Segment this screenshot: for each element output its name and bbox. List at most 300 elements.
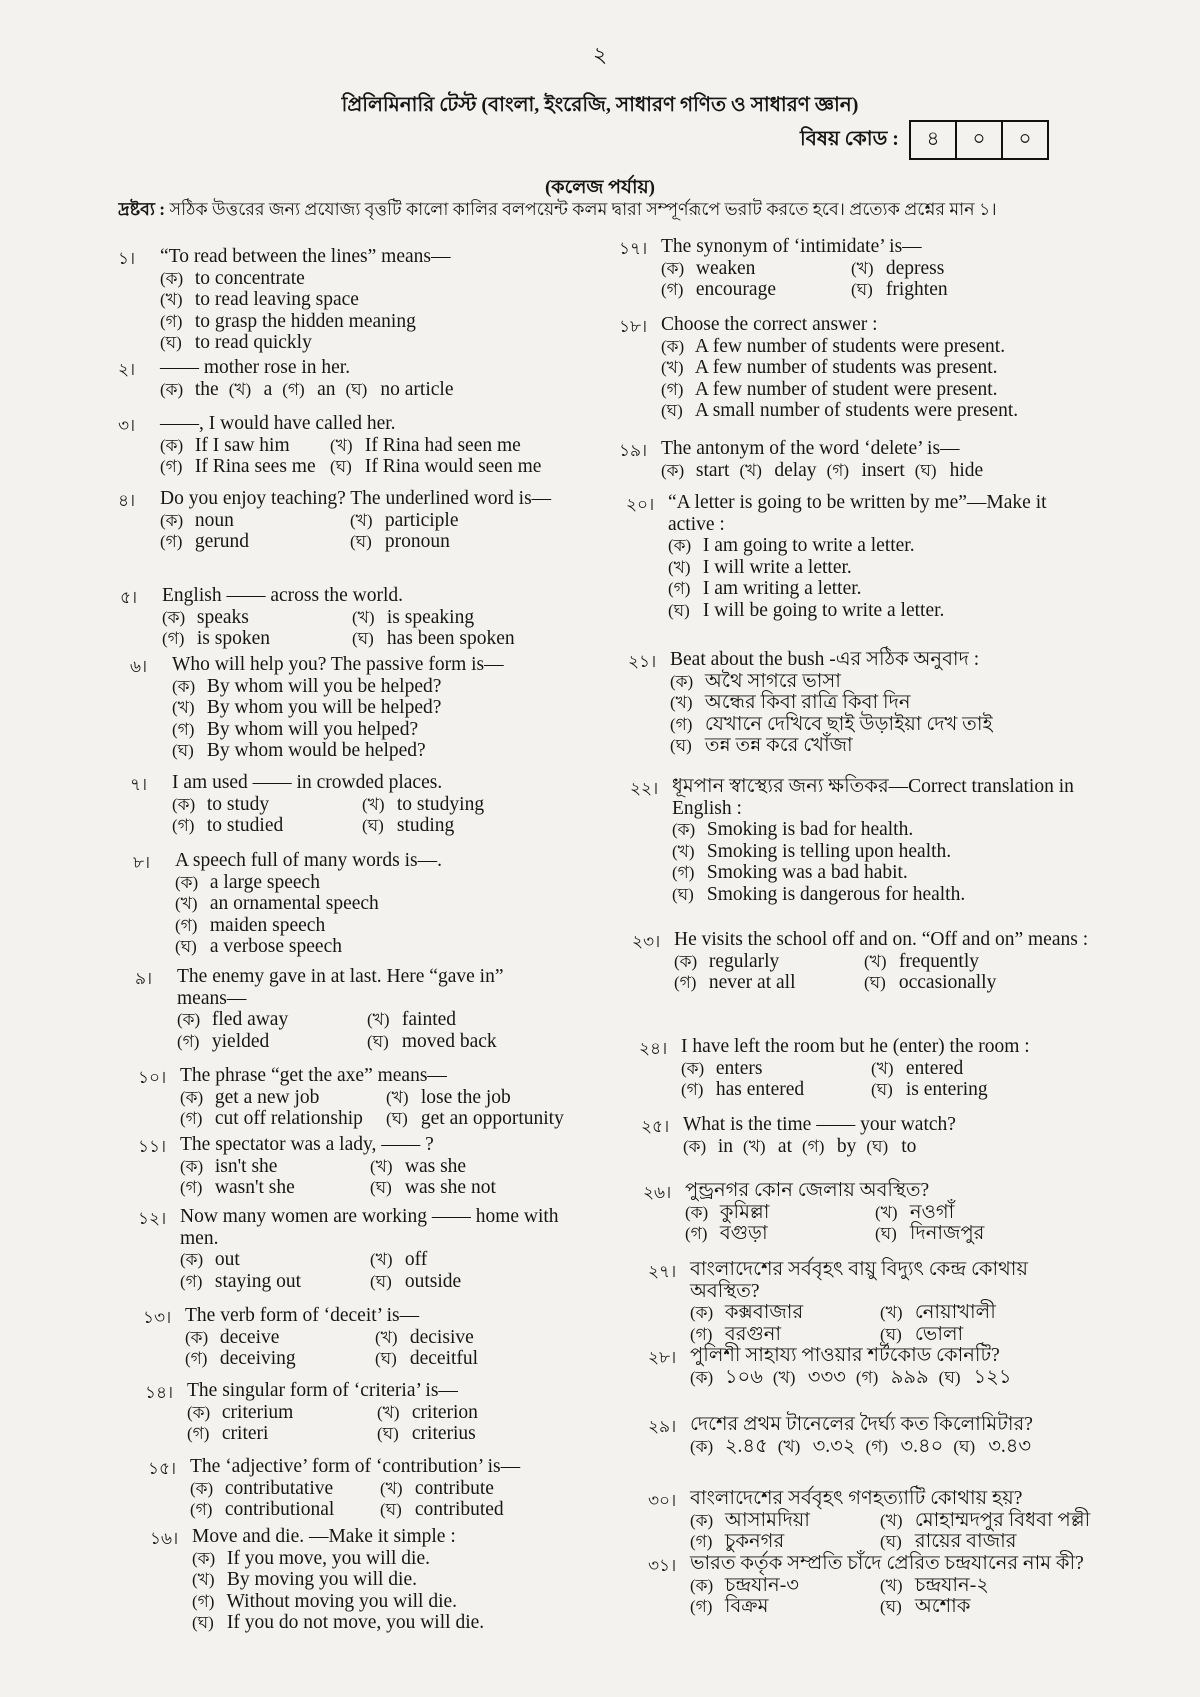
question-item — [143, 1305, 565, 1370]
option-letter: (গ) — [180, 1178, 203, 1197]
answer-option — [743, 1136, 792, 1158]
answer-option — [172, 719, 562, 741]
answer-option — [177, 1031, 367, 1053]
answer-option — [180, 1249, 370, 1271]
option-text: কুমিল্লা — [719, 1201, 770, 1223]
answer-option — [690, 1436, 768, 1458]
question-number: ২৯। — [648, 1417, 677, 1436]
question-number: ১১। — [138, 1137, 167, 1156]
option-letter: (ঘ) — [386, 1109, 408, 1128]
exam-level: (কলেজ পর্যায়) — [544, 177, 656, 198]
answer-option — [370, 1156, 560, 1178]
option-letter: (ঘ) — [871, 1080, 893, 1099]
question-number: ৩। — [118, 416, 136, 435]
question-item — [145, 1380, 567, 1445]
question-text: The ‘adjective’ form of ‘contribution’ is— — [190, 1456, 521, 1477]
question-item — [130, 654, 562, 762]
option-letter: (গ) — [162, 629, 185, 648]
option-letter: (গ) — [190, 1500, 213, 1519]
option-letter: (ক) — [683, 1136, 707, 1156]
option-letter: (ঘ) — [661, 401, 683, 420]
option-letter: (গ) — [802, 1136, 825, 1156]
option-text: চন্দ্রযান-৩ — [724, 1574, 799, 1596]
option-text: চন্দ্রযান-২ — [914, 1574, 989, 1596]
option-text: ১২১ — [973, 1366, 1012, 1388]
question-number: ২৪। — [639, 1039, 668, 1058]
answer-option — [367, 1009, 557, 1031]
option-letter: (গ) — [160, 457, 183, 476]
option-list — [185, 1327, 565, 1370]
option-letter: (খ) — [864, 951, 887, 971]
question-item — [138, 1134, 560, 1199]
option-list — [690, 1436, 1080, 1458]
option-letter: (ক) — [661, 336, 685, 356]
question-item — [648, 1553, 1090, 1618]
option-letter: (ক) — [661, 258, 685, 278]
option-letter: (ক) — [690, 1510, 714, 1530]
answer-option — [172, 676, 562, 698]
option-text: A few number of students was present. — [694, 357, 998, 378]
question-text: The singular form of ‘criteria’ is— — [187, 1380, 458, 1401]
option-text: maiden speech — [209, 914, 326, 936]
option-text: to study — [206, 793, 270, 815]
option-list — [668, 535, 1068, 621]
subject-code — [800, 120, 1049, 160]
question-text: Do you enjoy teaching? The underlined word is— — [160, 488, 552, 509]
answer-option — [367, 1031, 557, 1053]
answer-option — [880, 1324, 1080, 1346]
answer-option — [685, 1202, 875, 1224]
option-text: দিনাজপুর — [909, 1223, 985, 1244]
option-letter: (খ) — [670, 693, 693, 712]
answer-option — [386, 1108, 580, 1130]
answer-option — [674, 972, 864, 994]
option-letter: (গ) — [681, 1080, 704, 1099]
question-number: ১৮। — [619, 317, 648, 336]
option-text: বিক্রম — [724, 1596, 769, 1617]
question-item — [648, 1345, 1080, 1388]
option-text: contributed — [414, 1499, 504, 1520]
option-list — [160, 435, 550, 478]
answer-option — [180, 1177, 370, 1199]
option-list — [180, 1249, 580, 1292]
option-list — [685, 1202, 1085, 1245]
option-letter: (খ) — [370, 1250, 393, 1269]
option-text: out — [214, 1249, 240, 1270]
answer-option — [670, 692, 1090, 714]
answer-option — [172, 794, 362, 816]
answer-option — [175, 936, 555, 958]
option-letter: (খ) — [192, 1570, 215, 1589]
option-letter: (গ) — [690, 1597, 713, 1616]
question-text: What is the time —— your watch? — [683, 1114, 956, 1135]
question-item — [619, 438, 1081, 481]
option-text: যেখানে দেখিবে ছাই উড়াইয়া দেখ তাই — [704, 713, 993, 735]
option-text: the — [194, 378, 219, 400]
question-text: The synonym of ‘intimidate’ is— — [661, 236, 922, 257]
answer-option — [185, 1348, 375, 1370]
question-text: Who will help you? The passive form is— — [172, 654, 504, 675]
question-text: ——, I would have called her. — [160, 413, 396, 434]
option-letter: (গ) — [177, 1031, 200, 1051]
option-list — [175, 872, 555, 958]
option-list — [690, 1367, 1080, 1389]
option-text: participle — [384, 509, 459, 531]
option-letter: (ঘ) — [375, 1349, 397, 1368]
option-list — [661, 460, 1081, 482]
option-list — [172, 794, 552, 837]
answer-option — [350, 510, 560, 532]
option-text: cut off relationship — [214, 1108, 363, 1129]
answer-option — [866, 1136, 916, 1158]
option-letter: (খ) — [661, 358, 684, 377]
option-text: Smoking is bad for health. — [706, 819, 914, 840]
option-letter: (গ) — [674, 973, 697, 992]
option-letter: (ঘ) — [672, 884, 694, 904]
answer-option — [192, 1548, 572, 1570]
option-letter: (ক) — [690, 1303, 714, 1322]
answer-option — [871, 1079, 1081, 1101]
option-text: criterius — [411, 1423, 476, 1444]
question-text: I am used —— in crowded places. — [172, 772, 443, 793]
question-text: ধূমপান স্বাস্থ্যের জন্য ক্ষতিকর—Correct translation in English : — [672, 776, 1074, 819]
option-text: রায়ের বাজার — [914, 1531, 1017, 1552]
question-item — [118, 246, 540, 354]
option-text: আসামদিয়া — [724, 1509, 810, 1531]
option-text: বগুড়া — [719, 1223, 768, 1244]
option-text: never at all — [708, 972, 796, 993]
answer-option — [330, 456, 550, 478]
option-letter: (খ) — [851, 258, 874, 278]
answer-option — [939, 1367, 1012, 1389]
option-text: to studying — [396, 793, 485, 815]
option-text: অথৈ সাগরে ভাসা — [704, 670, 841, 692]
option-text: in — [717, 1135, 734, 1157]
question-number: ৯। — [135, 969, 153, 988]
option-letter: (গ) — [685, 1224, 708, 1243]
option-letter: (ক) — [690, 1436, 714, 1456]
answer-option — [346, 379, 454, 401]
answer-option — [778, 1436, 856, 1458]
option-letter: (ঘ) — [880, 1597, 902, 1616]
option-letter: (খ) — [367, 1010, 390, 1029]
question-item — [118, 413, 550, 478]
answer-option — [661, 357, 1091, 379]
option-text: contributative — [224, 1477, 334, 1499]
answer-option — [160, 531, 350, 553]
answer-option — [380, 1478, 580, 1500]
subject-code-box — [909, 120, 1049, 160]
answer-option — [681, 1058, 871, 1080]
answer-option — [177, 1009, 367, 1031]
question-number: ১৪। — [145, 1383, 174, 1402]
option-letter: (ঘ) — [330, 457, 352, 476]
question-item — [639, 1036, 1081, 1101]
option-letter: (ক) — [690, 1575, 714, 1595]
answer-option — [175, 915, 555, 937]
option-text: If Rina had seen me — [364, 434, 521, 456]
option-text: to — [901, 1135, 917, 1157]
option-text: ৩.৩২ — [812, 1435, 856, 1457]
option-letter: (ঘ) — [367, 1031, 389, 1051]
question-text: দেশের প্রথম টানেলের দৈর্ঘ্য কত কিলোমিটার? — [690, 1414, 1033, 1435]
answer-option — [668, 557, 1068, 579]
option-text: encourage — [695, 279, 776, 300]
option-letter: (ক) — [160, 510, 184, 530]
option-letter: (খ) — [352, 607, 375, 627]
question-number: ২৮। — [648, 1348, 677, 1367]
option-letter: (গ) — [690, 1532, 713, 1551]
option-letter: (ঘ) — [350, 532, 372, 551]
option-text: was she not — [404, 1177, 496, 1198]
option-letter: (খ) — [375, 1327, 398, 1347]
question-item — [135, 966, 557, 1052]
option-letter: (খ) — [668, 557, 691, 577]
option-text: ১০৬ — [724, 1366, 763, 1388]
question-text: পুন্ড্রনগর কোন জেলায় অবস্থিত? — [685, 1180, 930, 1201]
option-text: wasn't she — [214, 1177, 295, 1198]
option-letter: (খ) — [175, 894, 198, 913]
option-letter: (ক) — [160, 379, 184, 399]
code-digit: ০ — [957, 122, 1003, 158]
option-letter: (ক) — [180, 1250, 204, 1269]
option-text: নোয়াখালী — [914, 1302, 996, 1323]
answer-option — [856, 1367, 929, 1389]
option-letter: (ক) — [172, 794, 196, 814]
option-text: outside — [404, 1270, 462, 1292]
option-text: নওগাঁ — [909, 1201, 955, 1223]
option-letter: (গ) — [661, 280, 684, 299]
answer-option — [668, 578, 1068, 600]
option-letter: (ঘ) — [864, 973, 886, 992]
option-text: মোহাম্মদপুর বিধবা পল্লী — [914, 1509, 1091, 1531]
option-list — [160, 510, 560, 553]
note-text: সঠিক উত্তরের জন্য প্রযোজ্য বৃত্তটি কালো কালির বলপয়েন্ট কলম দ্বারা সম্পূর্ণরূপে ভরাট করতে হবে। প্রত্যেক প্রশ্নের মান ১। — [169, 199, 997, 219]
answer-option — [162, 607, 352, 629]
option-text: studing — [396, 815, 455, 836]
option-letter: (গ) — [172, 816, 195, 835]
option-text: entered — [905, 1057, 964, 1079]
option-letter: (ক) — [192, 1548, 216, 1568]
answer-option — [180, 1108, 386, 1130]
option-letter: (খ) — [777, 1436, 801, 1456]
option-text: weaken — [695, 257, 756, 279]
question-item — [648, 1414, 1080, 1457]
question-item — [150, 1526, 572, 1634]
option-text: criterion — [411, 1401, 478, 1423]
answer-option — [661, 460, 729, 482]
answer-option — [953, 1436, 1031, 1458]
option-letter: (ঘ) — [866, 1136, 889, 1156]
question-item — [630, 776, 1092, 905]
option-letter: (ঘ) — [938, 1367, 961, 1387]
option-text: A small number of students were present. — [694, 400, 1019, 421]
option-letter: (ক) — [160, 435, 184, 455]
question-text: পুলিশী সাহায্য পাওয়ার শর্টকোড কোনটি? — [690, 1345, 1000, 1366]
option-letter: (ক) — [685, 1202, 709, 1222]
option-text: to concentrate — [194, 267, 305, 289]
answer-option — [160, 510, 350, 532]
option-letter: (গ) — [668, 579, 691, 598]
answer-option — [827, 460, 905, 482]
question-number: ৬। — [130, 657, 148, 676]
option-letter: (ঘ) — [362, 816, 384, 835]
option-list — [172, 676, 562, 762]
question-item — [619, 314, 1091, 422]
option-list — [670, 671, 1090, 757]
question-item — [648, 1259, 1080, 1345]
option-letter: (ক) — [674, 951, 698, 971]
answer-option — [690, 1367, 763, 1389]
answer-option — [187, 1402, 377, 1424]
option-letter: (গ) — [670, 714, 693, 734]
option-text: deceitful — [409, 1348, 479, 1369]
exam-title: প্রিলিমিনারি টেস্ট (বাংলা, ইংরেজি, সাধারণ গণিত ও সাধারণ জ্ঞান) — [341, 94, 859, 116]
option-letter: (গ) — [865, 1436, 889, 1456]
question-text: A speech full of many words is—. — [175, 850, 443, 871]
answer-option — [377, 1423, 567, 1445]
option-text: fled away — [211, 1009, 289, 1030]
answer-option — [690, 1531, 880, 1553]
question-number: ২০। — [626, 495, 655, 514]
option-letter: (ক) — [670, 671, 694, 691]
option-text: to studied — [206, 815, 284, 836]
option-text: ৩.৪০ — [900, 1435, 944, 1457]
option-letter: (খ) — [350, 510, 373, 530]
option-letter: (খ) — [672, 841, 695, 861]
option-text: Smoking is dangerous for health. — [706, 883, 966, 905]
option-letter: (খ) — [739, 460, 762, 480]
question-number: ৩০। — [648, 1491, 677, 1510]
option-text: By whom will you be helped? — [206, 675, 442, 697]
option-text: criteri — [221, 1423, 269, 1444]
answer-option — [282, 379, 335, 401]
answer-option — [187, 1423, 377, 1445]
answer-option — [172, 740, 562, 762]
answer-option — [386, 1087, 580, 1109]
answer-option — [880, 1575, 1090, 1597]
question-text: Now many women are working —— home with men. — [180, 1206, 559, 1249]
option-list — [190, 1478, 580, 1521]
code-digit: ০ — [1018, 127, 1032, 150]
option-text: enters — [715, 1057, 763, 1079]
answer-option — [802, 1136, 856, 1158]
option-text: gerund — [194, 531, 250, 552]
option-letter: (গ) — [180, 1271, 203, 1291]
question-text: “To read between the lines” means— — [160, 246, 451, 267]
option-letter: (ঘ) — [345, 379, 368, 399]
option-list — [674, 951, 1094, 994]
option-letter: (ঘ) — [875, 1224, 897, 1243]
answer-option — [172, 697, 562, 719]
answer-option — [690, 1596, 880, 1618]
option-letter: (ক) — [668, 536, 692, 555]
question-number: ৩১। — [648, 1556, 677, 1575]
question-text: ভারত কর্তৃক সম্প্রতি চাঁদে প্রেরিত চন্দ্রযানের নাম কী? — [690, 1553, 1084, 1574]
question-number: ৭। — [130, 775, 148, 794]
answer-option — [851, 279, 1061, 301]
answer-option — [190, 1478, 380, 1500]
option-text: no article — [380, 378, 454, 400]
option-text: deceive — [219, 1326, 280, 1348]
option-letter: (খ) — [386, 1087, 409, 1107]
question-number: ২৬। — [643, 1183, 672, 1202]
answer-option — [875, 1223, 1085, 1245]
option-text: an — [317, 378, 336, 400]
question-text: The verb form of ‘deceit’ is— — [185, 1305, 420, 1326]
option-list — [177, 1009, 557, 1052]
option-letter: (ক) — [175, 872, 199, 892]
question-number: ১৯। — [619, 441, 648, 460]
question-item — [130, 772, 552, 837]
question-number: ১২। — [138, 1209, 167, 1228]
option-text: By whom will you helped? — [206, 718, 419, 740]
option-text: delay — [774, 459, 817, 481]
option-list — [187, 1402, 567, 1445]
option-text: a large speech — [209, 871, 320, 893]
option-text: criterium — [221, 1401, 294, 1423]
question-item — [648, 1488, 1091, 1553]
answer-option — [773, 1367, 846, 1389]
option-letter: (ঘ) — [880, 1532, 902, 1551]
question-number: ১৫। — [148, 1459, 177, 1478]
answer-option — [690, 1575, 880, 1597]
option-text: If Rina would seen me — [364, 456, 542, 477]
answer-option — [330, 435, 550, 457]
answer-option — [690, 1302, 880, 1324]
option-text: is spoken — [196, 628, 270, 649]
option-letter: (ঘ) — [851, 280, 873, 299]
option-text: at — [777, 1135, 792, 1157]
option-text: অন্ধের কিবা রাত্রি কিবা দিন — [704, 692, 911, 713]
question-text: I have left the room but he (enter) the room : — [681, 1036, 1030, 1057]
option-letter: (গ) — [855, 1367, 879, 1387]
option-letter: (ক) — [690, 1367, 714, 1387]
option-letter: (ঘ) — [953, 1436, 976, 1456]
question-number: ১৩। — [143, 1308, 172, 1327]
question-item — [641, 1114, 1083, 1157]
option-text: has entered — [715, 1079, 805, 1100]
question-number: ১। — [118, 249, 136, 268]
option-list — [160, 379, 540, 401]
option-text: get an opportunity — [420, 1108, 564, 1129]
option-text: ভোলা — [914, 1323, 964, 1345]
question-item — [632, 929, 1094, 994]
option-letter: (গ) — [661, 379, 684, 399]
answer-option — [690, 1324, 880, 1346]
option-text: pronoun — [384, 531, 450, 552]
option-letter: (গ) — [175, 915, 198, 935]
option-list — [661, 258, 1061, 301]
question-text: The phrase “get the axe” means— — [180, 1065, 447, 1086]
answer-option — [180, 1156, 370, 1178]
option-list — [192, 1548, 572, 1634]
answer-option — [739, 460, 816, 482]
answer-option — [160, 332, 540, 354]
option-letter: (খ) — [875, 1202, 898, 1222]
answer-option — [875, 1202, 1085, 1224]
answer-option — [880, 1302, 1080, 1324]
option-letter: (গ) — [185, 1349, 208, 1368]
answer-option — [380, 1499, 580, 1521]
answer-option — [668, 535, 1068, 557]
option-list — [672, 819, 1092, 905]
option-text: contribute — [414, 1477, 494, 1499]
option-text: A few number of students were present. — [694, 335, 1006, 357]
answer-option — [661, 379, 1091, 401]
option-text: frighten — [885, 279, 948, 300]
option-list — [690, 1302, 1080, 1345]
